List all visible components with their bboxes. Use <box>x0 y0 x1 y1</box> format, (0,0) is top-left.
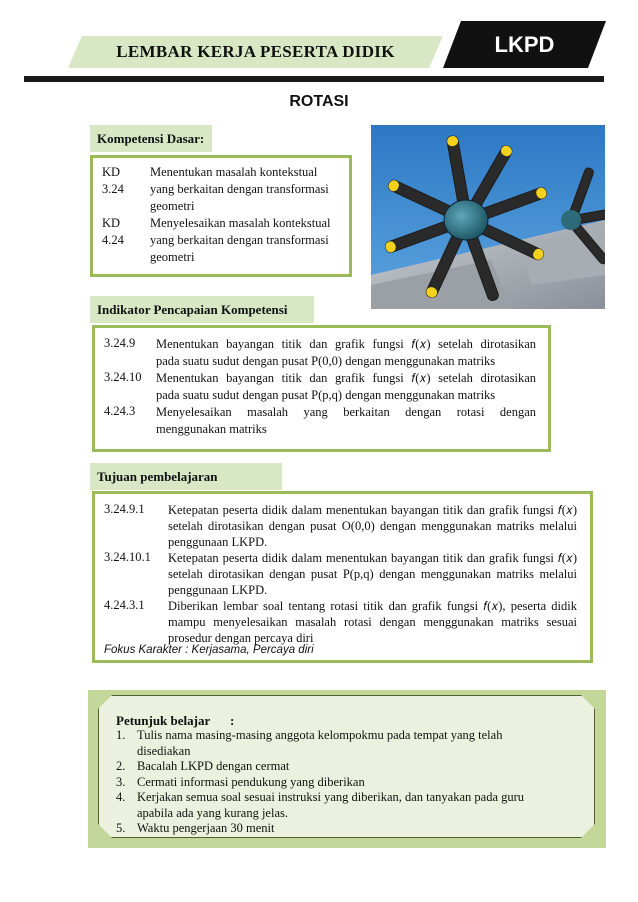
list-item: 4. Kerjakan semua soal sesuai instruksi yang diberikan, dan tanyakan pada guru apabila ada yang kurang jelas. <box>116 790 525 820</box>
tujuan-box <box>92 491 593 663</box>
tujuan-text: Ketepatan peserta didik dalam menentukan bayangan titik dan grafik fungsi 𝑓(𝑥) setelah dirotasikan dengan pusat P(p,q) dengan menggunakan matriks melalui penggunaan LKPD. <box>168 551 577 597</box>
kd-description: Menentukan masalah kontekstual yang berkaitan dengan transformasi geometri <box>150 165 329 213</box>
indikator-text: Menentukan bayangan titik dan grafik fungsi 𝑓(𝑥) setelah dirotasikan <box>156 371 536 385</box>
kompetensi-dasar-label: Kompetensi Dasar: <box>90 125 212 152</box>
list-item: 2. Bacalah LKPD dengan cermat <box>116 759 290 773</box>
indikator-box <box>92 325 551 452</box>
indikator-label: Indikator Pencapaian Kompetensi <box>90 296 314 323</box>
page-title: ROTASI <box>289 93 349 110</box>
tujuan-text: Diberikan lembar soal tentang rotasi titik dan grafik fungsi 𝑓(𝑥), peserta didik mampu menyelesaikan masalah rotasi dengan menggunakan matriks sesuai prosedur dengan percaya diri <box>168 599 577 645</box>
indikator-code: 3.24.9 <box>104 336 136 350</box>
petunjuk-title: Petunjuk belajar <box>116 713 211 728</box>
fokus-karakter: Fokus Karakter : Kerjasama, Percaya diri <box>104 644 314 656</box>
kd-code: KD 4.24 <box>102 216 124 247</box>
propeller-image <box>371 125 605 309</box>
kd-description: Menyelesaikan masalah kontekstual yang berkaitan dengan transformasi geometri <box>150 216 331 264</box>
indikator-text: pada suatu sudut dengan pusat P(p,q) dengan menggunakan matriks <box>156 388 496 402</box>
header-badge: LKPD <box>494 32 555 57</box>
tujuan-code: 4.24.3.1 <box>104 598 145 612</box>
tujuan-code: 3.24.10.1 <box>104 550 151 564</box>
tujuan-code: 3.24.9.1 <box>104 502 145 516</box>
kompetensi-dasar-box <box>90 155 352 277</box>
indikator-text: pada suatu sudut dengan pusat P(0,0) dengan menggunakan matriks <box>156 354 496 368</box>
indikator-code: 3.24.10 <box>104 370 142 384</box>
indikator-text: Menentukan bayangan titik dan grafik fungsi 𝑓(𝑥) setelah dirotasikan <box>156 337 536 351</box>
petunjuk-list <box>116 728 556 837</box>
tujuan-label: Tujuan pembelajaran <box>90 463 282 490</box>
list-item: 5. Waktu pengerjaan 30 menit <box>116 821 275 835</box>
list-item: 1. Tulis nama masing-masing anggota kelompokmu pada tempat yang telah disediakan <box>116 728 503 758</box>
indikator-text: Menyelesaikan masalah yang berkaitan dengan rotasi dengan <box>156 405 536 419</box>
petunjuk-colon: : <box>230 713 235 728</box>
list-item: 3. Cermati informasi pendukung yang diberikan <box>116 774 365 789</box>
indikator-text: menggunakan matriks <box>156 422 267 436</box>
indikator-code: 4.24.3 <box>104 404 136 418</box>
header-divider <box>24 76 604 82</box>
tujuan-text: Ketepatan peserta didik dalam menentukan bayangan titik dan grafik fungsi 𝑓(𝑥) setelah dirotasikan dengan pusat O(0,0) dengan menggunakan matriks melalui penggunaan LKPD. <box>168 503 577 549</box>
header-title: LEMBAR KERJA PESERTA DIDIK <box>116 42 395 61</box>
kd-code: KD 3.24 <box>102 165 124 196</box>
